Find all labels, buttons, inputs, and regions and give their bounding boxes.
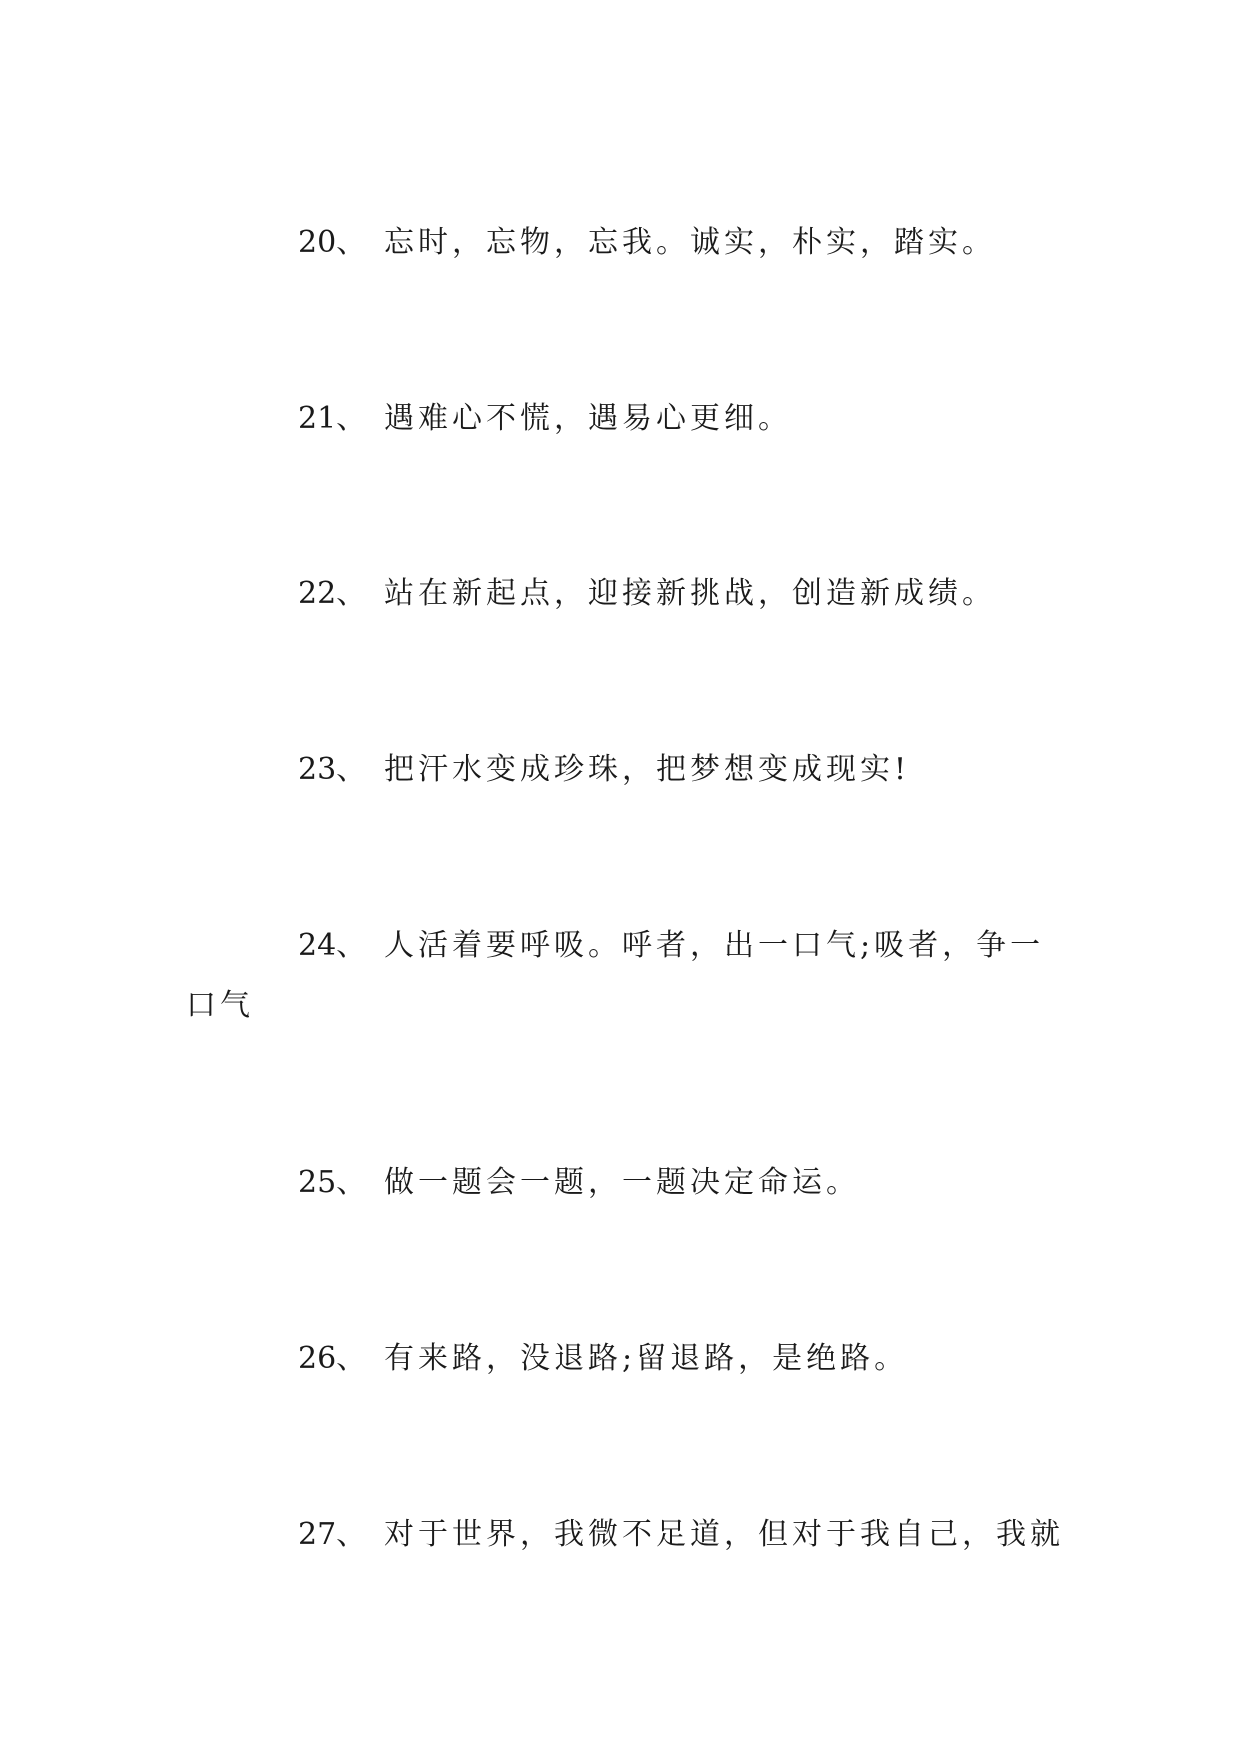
item-number: 23、 [298,752,367,787]
list-item [186,1153,1066,1213]
list-item [186,1505,1066,1565]
item-number: 27、 [298,1517,367,1552]
item-text: 对于世界，我微不足道，但对于我自己，我就 [384,1517,1064,1552]
item-number: 24、 [298,928,367,963]
item-text: 忘时，忘物，忘我。诚实，朴实，踏实。 [384,225,996,260]
item-number: 21、 [298,401,367,436]
list-item [186,389,1066,449]
list-item [186,740,1066,800]
list-item [186,564,1066,624]
item-text: 做一题会一题，一题决定命运。 [384,1165,860,1200]
item-text: 人活着要呼吸。呼者，出一口气;吸者，争一口气 [186,928,1045,1023]
item-text: 遇难心不慌，遇易心更细。 [384,401,792,436]
item-number: 26、 [298,1341,367,1376]
item-number: 25、 [298,1165,367,1200]
list-item [186,916,1066,1036]
item-number: 20、 [298,225,367,260]
list-item [186,1329,1066,1389]
item-number: 22、 [298,576,367,611]
item-text: 站在新起点，迎接新挑战，创造新成绩。 [384,576,996,611]
list-item [186,213,1066,273]
item-text: 有来路，没退路;留退路，是绝路。 [384,1341,909,1376]
item-text: 把汗水变成珍珠，把梦想变成现实! [384,752,911,787]
